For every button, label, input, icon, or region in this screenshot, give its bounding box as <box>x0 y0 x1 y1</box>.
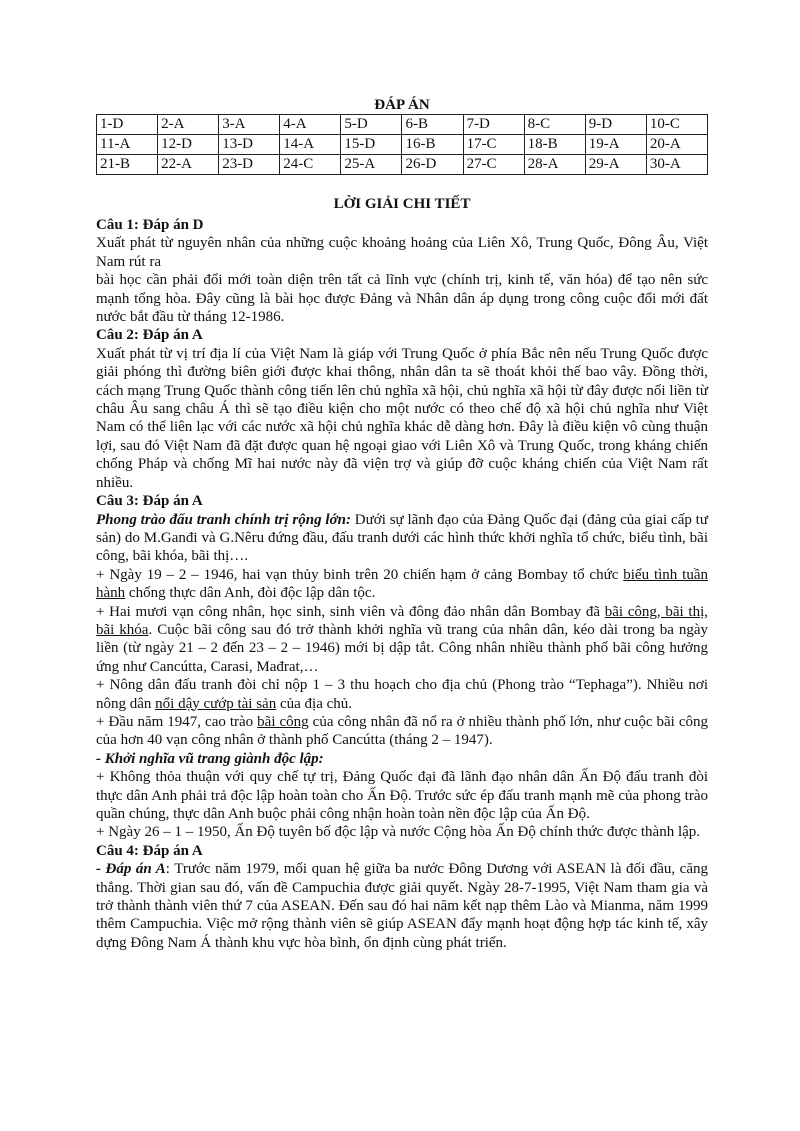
answer-key-title: ĐÁP ÁN <box>374 97 430 113</box>
question-1-text-cont: bài học cần phải đổi mới toàn diện trên tất cả lĩnh vực (chính trị, kinh tế, văn hóa) để tạo nên sức mạnh tổng hòa. Đây cũng là bài học được Đảng và Nhân dân áp dụng trong công cuộc đổi mới đất nước bắt đầu từ tháng 12-1986. <box>96 272 708 326</box>
text-span: chống thực dân Anh, đòi độc lập dân tộc. <box>125 585 376 602</box>
answer-cell: 14-A <box>280 135 341 155</box>
answer-cell: 11-A <box>97 135 158 155</box>
question-3-para-8: + Ngày 26 – 1 – 1950, Ấn Độ tuyên bố độc lập và nước Cộng hòa Ấn Độ chính thức được thành lập. <box>96 824 701 841</box>
underlined-text: nổi dậy cướp tài sản <box>155 695 277 712</box>
question-3-heading: Câu 3: Đáp án A <box>96 493 203 510</box>
question-3-para-7: + Không thỏa thuận với quy chế tự trị, Đảng Quốc đại đã lãnh đạo nhân dân Ấn Độ đấu tranh đòi thực dân Anh phải trả độc lập hoàn toàn cho Ấn Độ. Trước sức ép đấu tranh mạnh mẽ của phong trào quần chúng, thực dân Anh buộc phải công nhận hoàn toàn nền độc lập của Ấn Độ. <box>96 769 708 822</box>
answer-cell: 16-B <box>402 135 463 155</box>
answer-cell: 7-D <box>463 115 524 135</box>
question-3-para-2 <box>96 566 708 603</box>
answer-cell: 9-D <box>585 115 646 135</box>
text-span: của địa chủ. <box>276 695 353 712</box>
text-span: . Cuộc bãi công sau đó trở thành khởi nghĩa vũ trang của nhân dân, kéo dài trong ba ngày liền (từ ngày 21 – 2 đến 23 – 2 – 1946) mới bị dập tắt. Công nhân nhiều thành phố bãi công hưởng ứng như Cancútta, Carasi, Mađrat,… <box>96 621 708 675</box>
question-3-para-4 <box>96 676 708 713</box>
answer-cell: 21-B <box>97 155 158 175</box>
text-span: + Nông dân đấu tranh đòi chỉ nộp 1 – 3 thu hoạch cho địa chủ (Phong trào “Tephaga”). Nhiều nơi nông dân <box>96 677 708 712</box>
question-2-heading: Câu 2: Đáp án A <box>96 327 203 344</box>
answer-cell: 29-A <box>585 155 646 175</box>
text-span: + Hai mươi vạn công nhân, học sinh, sinh viên và đông đảo nhân dân Bombay đã <box>96 603 605 620</box>
underlined-text: biểu tình tuần hành <box>96 566 708 602</box>
question-1-text: Xuất phát từ nguyên nhân của những cuộc khoảng hoảng của Liên Xô, Trung Quốc, Đông Âu, Việt Nam rút ra <box>96 235 708 270</box>
solutions-body <box>96 216 708 952</box>
answer-cell: 26-D <box>402 155 463 175</box>
question-3-para-3 <box>96 603 708 677</box>
answer-cell: 12-D <box>158 135 219 155</box>
question-4-heading: Câu 4: Đáp án A <box>96 842 203 859</box>
question-3-para-1 <box>96 511 708 566</box>
movement-lead: Phong trào đấu tranh chính trị rộng lớn: <box>96 511 351 528</box>
answer-cell: 13-D <box>219 135 280 155</box>
text-span: của công nhân đã nổ ra ở nhiều thành phố lớn, như cuộc bãi công của hơn 40 vạn công nhân ở thành phố Cancútta (tháng 2 – 1947). <box>96 713 708 749</box>
underlined-text: bãi công, bãi thị, bãi khóa <box>96 603 708 638</box>
solutions-title: LỜI GIẢI CHI TIẾT <box>333 196 471 212</box>
question-3-para-5 <box>96 713 708 750</box>
answer-lead: - Đáp án A <box>96 861 166 878</box>
question-3-subheading: - Khởi nghĩa vũ trang giành độc lập: <box>96 750 324 767</box>
answer-cell: 28-A <box>524 155 585 175</box>
answer-cell: 3-A <box>219 115 280 135</box>
answer-row <box>97 135 708 155</box>
question-4-text <box>96 860 708 952</box>
answer-cell: 22-A <box>158 155 219 175</box>
answer-cell: 30-A <box>646 155 707 175</box>
answer-cell: 4-A <box>280 115 341 135</box>
answer-cell: 6-B <box>402 115 463 135</box>
question-1-heading: Câu 1: Đáp án D <box>96 217 204 233</box>
text-span: + Đầu năm 1947, cao trào <box>96 713 258 730</box>
answer-cell: 17-C <box>463 135 524 155</box>
answer-row <box>97 155 708 175</box>
movement-text: Dưới sự lãnh đạo của Đảng Quốc đại (đảng của giai cấp tư sản) do M.Gan​đi và G.Nêru đứng đầu, đấu tranh dưới các hình thức khởi nghĩa tổ chức, biểu tình, bãi công, bãi khóa, bãi thị…. <box>96 511 708 565</box>
answer-row <box>97 115 708 135</box>
answer-cell: 1-D <box>97 115 158 135</box>
answer-cell: 20-A <box>646 135 707 155</box>
question-2-text: Xuất phát từ vị trí địa lí của Việt Nam là giáp với Trung Quốc ở phía Bắc nên nếu Trung Quốc được giải phóng thì đường biên giới được khai thông, nhân dân ta sẽ thoát khỏi thế bao vây. Đồng thời, cách mạng Trung Quốc thành công tiến lên chủ nghĩa xã hội, chủ nghĩa xã hội từ đây được nối liền từ châu Âu sang châu Á thì sẽ tạo điều kiện cho một nước có theo chế độ xã hội chủ nghĩa như Việt Nam có thể liên lạc với các nước xã hội chủ nghĩa khác dễ dàng hơn. Đây là điều kiện vô cùng thuận lợi, sau đó Việt Nam đã đặt được quan hệ ngoại giao với Liên Xô và Trung Quốc, trong kháng chiến chống Pháp và chống Mĩ hai nước này đã viện trợ và giúp đỡ cuộc kháng chiến của Việt Nam rất nhiều. <box>96 345 708 491</box>
text-span: + Ngày 19 – 2 – 1946, hai vạn thủy binh trên 20 chiến hạm ở cảng Bombay tổ chức <box>96 566 624 583</box>
answer-cell: 18-B <box>524 135 585 155</box>
answer-cell: 23-D <box>219 155 280 175</box>
answer-cell: 25-A <box>341 155 402 175</box>
answer-text: : Trước năm 1979, mối quan hệ giữa ba nước Đông Dương với ASEAN là đối đầu, căng thẳng. Thời gian sau đó, vấn đề Campuchia được giải quyết. Ngày 28-7-1995, Việt Nam tham gia và trở thành thành viên thứ 7 của ASEAN. Đến sau đó hai năm kết nạp thêm Lào và Mianma, năm 1999 thêm Campuchia. Việc mở rộng thành viên sẽ giúp ASEAN đẩy mạnh hoạt động hợp tác kinh tế, xây dựng Đông Nam Á thành khu vực hòa bình, ổn định cùng phát triển. <box>96 861 708 951</box>
document-page <box>96 96 708 952</box>
answer-key-table <box>96 114 708 175</box>
answer-cell: 2-A <box>158 115 219 135</box>
answer-cell: 19-A <box>585 135 646 155</box>
answer-cell: 27-C <box>463 155 524 175</box>
answer-cell: 10-C <box>646 115 707 135</box>
answer-cell: 24-C <box>280 155 341 175</box>
answer-cell: 8-C <box>524 115 585 135</box>
answer-cell: 5-D <box>341 115 402 135</box>
underlined-text: bãi công <box>257 713 309 730</box>
answer-cell: 15-D <box>341 135 402 155</box>
